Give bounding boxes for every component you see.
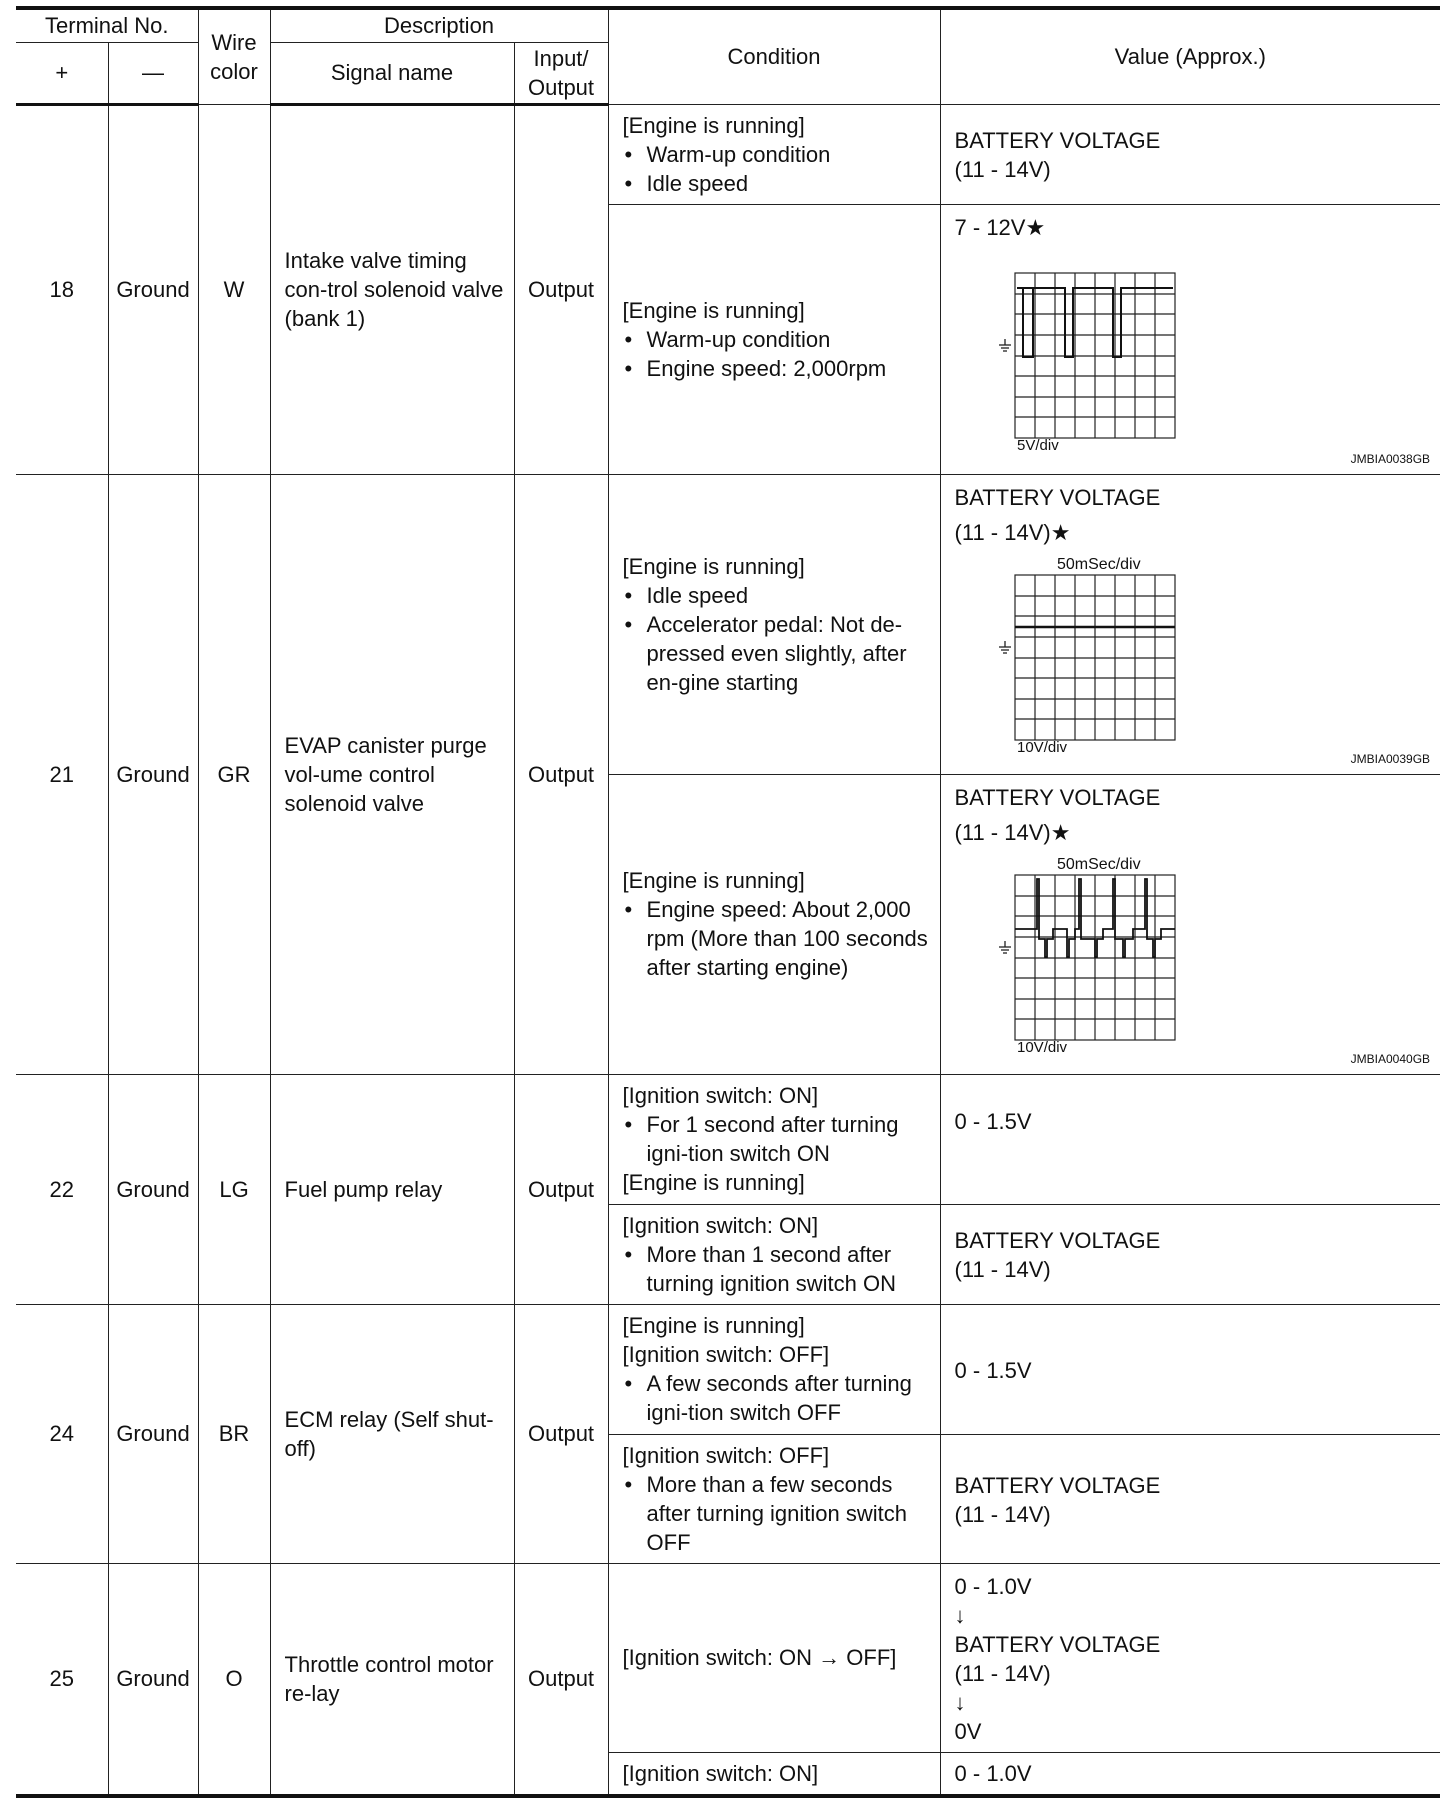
condition-cell xyxy=(608,1752,940,1796)
condition-line: [Ignition switch: ON] xyxy=(622,1212,819,1238)
value-line: 0 - 1.0V xyxy=(954,1760,1032,1786)
condition-bullet: • Engine speed: 2,000rpm xyxy=(623,354,932,383)
condition-bullet: • Warm-up condition xyxy=(623,140,932,169)
wire-color: LG xyxy=(198,1074,270,1304)
condition-list xyxy=(623,895,932,982)
input-output: Output xyxy=(514,1074,608,1304)
figure-id: JMBIA0038GB xyxy=(1350,451,1431,466)
signal-name: Fuel pump relay xyxy=(270,1074,514,1304)
value-line: ↓ xyxy=(954,1689,966,1715)
condition-cell xyxy=(608,1434,940,1563)
scope-grid xyxy=(1015,575,1175,740)
value-line: BATTERY VOLTAGE xyxy=(954,1228,1161,1253)
input-output: Output xyxy=(514,1563,608,1796)
input-output: Output xyxy=(514,1304,608,1563)
scope-bottom-label: 10V/div xyxy=(1016,1038,1067,1056)
condition-bullet: • More than 1 second after turning ignition switch ON xyxy=(623,1240,932,1298)
value-cell xyxy=(940,1563,1440,1752)
value-cell xyxy=(940,104,1440,204)
terminal-minus: Ground xyxy=(108,1304,198,1563)
terminal-number: 18 xyxy=(16,104,108,474)
table-row xyxy=(16,1074,1440,1204)
scope-top-label: 50mSec/div xyxy=(1056,555,1141,573)
value-line: BATTERY VOLTAGE xyxy=(954,484,1161,510)
value-line: 0 - 1.5V xyxy=(954,1108,1032,1134)
value-line: BATTERY VOLTAGE xyxy=(954,1472,1161,1498)
condition-line: [Engine is running] xyxy=(622,1312,805,1338)
condition-bullet: • A few seconds after turning igni-tion switch OFF xyxy=(623,1369,932,1427)
wire-color: GR xyxy=(198,474,270,1074)
plus-header: + xyxy=(16,42,108,104)
ground-symbol xyxy=(999,941,1011,953)
figure-id: JMBIA0039GB xyxy=(1350,751,1431,766)
value-line: (11 - 14V) xyxy=(954,1660,1051,1686)
value-line: (11 - 14V) xyxy=(954,1257,1051,1282)
condition-line: [Engine is running] xyxy=(622,868,805,893)
value-cell xyxy=(940,1074,1440,1204)
input-output-header-text: Input/ Output xyxy=(527,45,595,100)
value-line: 0V xyxy=(954,1718,982,1744)
condition-line: [Engine is running] xyxy=(622,1169,805,1195)
scope-grid xyxy=(1015,273,1175,438)
value-cell xyxy=(940,1434,1440,1563)
value-header xyxy=(940,8,1440,104)
condition-cell xyxy=(608,1204,940,1304)
condition-bullet: • More than a few seconds after turning ignition switch OFF xyxy=(623,1470,932,1557)
wire-color-header: Wire color xyxy=(198,8,270,104)
value-cell xyxy=(940,204,1440,474)
terminal-minus: Ground xyxy=(108,474,198,1074)
signal-name: Throttle control motor re-lay xyxy=(270,1563,514,1796)
signal-name: Intake valve timing con-trol solenoid valve (bank 1) xyxy=(270,104,514,474)
value-cell xyxy=(940,474,1440,774)
oscilloscope-waveform xyxy=(955,851,1195,1056)
condition-line: [Ignition switch: ON] xyxy=(622,1082,819,1108)
terminal-number: 21 xyxy=(16,474,108,1074)
value-line: (11 - 14V) xyxy=(954,1501,1051,1527)
value-line: 7 - 12V★ xyxy=(954,214,1046,240)
condition-line: [Ignition switch: OFF] xyxy=(622,1442,830,1468)
condition-bullet: • Idle speed xyxy=(623,169,932,198)
value-line: BATTERY VOLTAGE xyxy=(954,784,1161,810)
value-line: ↓ xyxy=(954,1602,966,1628)
condition-list xyxy=(623,1110,932,1168)
condition-list xyxy=(623,1240,932,1298)
table-row xyxy=(16,1304,1440,1434)
value-line: BATTERY VOLTAGE xyxy=(954,1631,1161,1657)
value-cell xyxy=(940,1304,1440,1434)
value-cell xyxy=(940,1204,1440,1304)
condition-cell xyxy=(608,104,940,204)
value-line: (11 - 14V)★ xyxy=(954,519,1071,545)
oscilloscope-waveform xyxy=(955,246,1195,451)
condition-list xyxy=(623,325,932,383)
input-output: Output xyxy=(514,474,608,1074)
value-line: (11 - 14V)★ xyxy=(954,819,1071,845)
scope-bottom-label: 10V/div xyxy=(1016,738,1067,756)
terminal-minus: Ground xyxy=(108,1563,198,1796)
terminal-no-header: Terminal No. xyxy=(16,8,198,42)
condition-cell xyxy=(608,774,940,1074)
condition-line: [Ignition switch: ON → OFF] xyxy=(622,1645,897,1670)
value-cell xyxy=(940,774,1440,1074)
condition-cell xyxy=(608,1563,940,1752)
figure-id: JMBIA0040GB xyxy=(1350,1051,1431,1066)
oscilloscope-waveform xyxy=(955,551,1195,756)
condition-line: [Engine is running] xyxy=(622,297,805,323)
terminal-number: 25 xyxy=(16,1563,108,1796)
terminal-number: 22 xyxy=(16,1074,108,1304)
condition-header: Condition xyxy=(608,8,940,104)
condition-bullet: • Idle speed xyxy=(623,581,932,610)
value-header-text: Value (Approx.) xyxy=(1114,44,1266,70)
value-line: 0 - 1.5V xyxy=(954,1357,1032,1383)
value-cell xyxy=(940,1752,1440,1796)
input-output-header xyxy=(514,42,608,104)
condition-line: [Ignition switch: ON] xyxy=(622,1760,819,1786)
condition-list xyxy=(623,1369,932,1427)
condition-bullet: • Accelerator pedal: Not de-pressed even slightly, after en-gine starting xyxy=(623,610,932,697)
terminal-table xyxy=(16,6,1440,1798)
condition-list xyxy=(623,1470,932,1557)
value-line: BATTERY VOLTAGE xyxy=(954,128,1161,153)
terminal-number: 24 xyxy=(16,1304,108,1563)
signal-name-header: Signal name xyxy=(270,42,514,104)
ground-symbol xyxy=(999,641,1011,653)
condition-cell xyxy=(608,1074,940,1204)
input-output: Output xyxy=(514,104,608,474)
condition-cell xyxy=(608,474,940,774)
minus-header: — xyxy=(108,42,198,104)
condition-line: [Ignition switch: OFF] xyxy=(622,1341,830,1367)
condition-list xyxy=(623,140,932,198)
table-row xyxy=(16,474,1440,774)
table-row xyxy=(16,1563,1440,1752)
wire-color: W xyxy=(198,104,270,474)
table-row xyxy=(16,104,1440,204)
condition-cell xyxy=(608,204,940,474)
wire-color: BR xyxy=(198,1304,270,1563)
signal-name: ECM relay (Self shut-off) xyxy=(270,1304,514,1563)
condition-bullet: • Warm-up condition xyxy=(623,325,932,354)
terminal-minus: Ground xyxy=(108,104,198,474)
signal-name: EVAP canister purge vol-ume control solenoid valve xyxy=(270,474,514,1074)
terminal-minus: Ground xyxy=(108,1074,198,1304)
value-line: 0 - 1.0V xyxy=(954,1573,1032,1599)
scope-bottom-label: 5V/div xyxy=(1016,436,1059,451)
condition-bullet: • For 1 second after turning igni-tion switch ON xyxy=(623,1110,932,1168)
description-header: Description xyxy=(270,8,608,42)
value-line: (11 - 14V) xyxy=(954,157,1051,182)
condition-line: [Engine is running] xyxy=(622,553,805,579)
ground-symbol xyxy=(999,339,1011,351)
condition-cell xyxy=(608,1304,940,1434)
scope-top-label: 50mSec/div xyxy=(1056,855,1141,873)
wire-color: O xyxy=(198,1563,270,1796)
condition-line: [Engine is running] xyxy=(622,112,805,138)
condition-bullet: • Engine speed: About 2,000 rpm (More than 100 seconds after starting engine) xyxy=(623,895,932,982)
condition-list xyxy=(623,581,932,697)
